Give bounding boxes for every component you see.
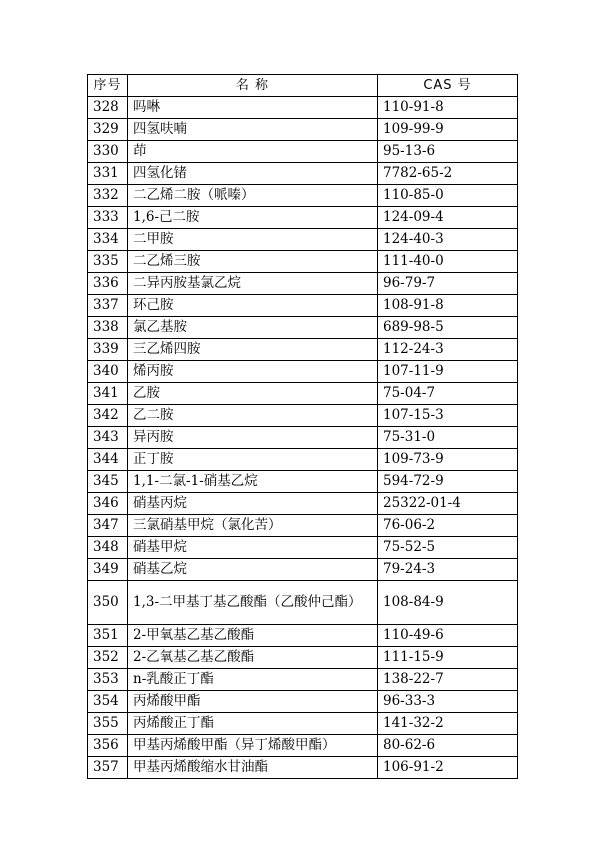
- header-name: 名 称: [128, 75, 378, 97]
- row-number: 337: [88, 295, 128, 317]
- table-row: [88, 647, 518, 669]
- cas-number: 96-33-3: [378, 691, 518, 713]
- row-number: 344: [88, 449, 128, 471]
- row-number: 338: [88, 317, 128, 339]
- cas-number: 110-91-8: [378, 97, 518, 119]
- cas-number: 79-24-3: [378, 559, 518, 581]
- chemical-name: 三乙烯四胺: [128, 339, 378, 361]
- cas-number: 109-99-9: [378, 119, 518, 141]
- table-row: [88, 669, 518, 691]
- chemical-name: 丙烯酸甲酯: [128, 691, 378, 713]
- cas-number: 108-84-9: [378, 581, 518, 625]
- table-row: [88, 537, 518, 559]
- chemical-name: 茚: [128, 141, 378, 163]
- row-number: 335: [88, 251, 128, 273]
- row-number: 349: [88, 559, 128, 581]
- cas-number: 111-15-9: [378, 647, 518, 669]
- table-row: [88, 317, 518, 339]
- chemical-name: 四氢呋喃: [128, 119, 378, 141]
- row-number: 333: [88, 207, 128, 229]
- chemical-name: 甲基丙烯酸缩水甘油酯: [128, 757, 378, 779]
- table-row: [88, 185, 518, 207]
- row-number: 334: [88, 229, 128, 251]
- row-number: 347: [88, 515, 128, 537]
- chemical-name: 1,3-二甲基丁基乙酸酯（乙酸仲己酯）: [128, 581, 378, 625]
- table-row: [88, 691, 518, 713]
- cas-number: 111-40-0: [378, 251, 518, 273]
- cas-number: 108-91-8: [378, 295, 518, 317]
- table-row: [88, 273, 518, 295]
- row-number: 355: [88, 713, 128, 735]
- table-row: [88, 295, 518, 317]
- table-row: [88, 361, 518, 383]
- row-number: 350: [88, 581, 128, 625]
- cas-number: 124-40-3: [378, 229, 518, 251]
- chemical-name: 二乙烯三胺: [128, 251, 378, 273]
- row-number: 330: [88, 141, 128, 163]
- chemical-name: 硝基乙烷: [128, 559, 378, 581]
- row-number: 351: [88, 625, 128, 647]
- chemical-name: 烯丙胺: [128, 361, 378, 383]
- row-number: 356: [88, 735, 128, 757]
- row-number: 340: [88, 361, 128, 383]
- chemical-name: 2-乙氧基乙基乙酸酯: [128, 647, 378, 669]
- chemical-name: 氯乙基胺: [128, 317, 378, 339]
- table-row: [88, 97, 518, 119]
- row-number: 342: [88, 405, 128, 427]
- cas-number: 75-04-7: [378, 383, 518, 405]
- cas-number: 107-15-3: [378, 405, 518, 427]
- table-row: [88, 515, 518, 537]
- table-row: [88, 427, 518, 449]
- chemical-name: 环己胺: [128, 295, 378, 317]
- cas-number: 95-13-6: [378, 141, 518, 163]
- cas-number: 138-22-7: [378, 669, 518, 691]
- cas-number: 75-31-0: [378, 427, 518, 449]
- cas-number: 124-09-4: [378, 207, 518, 229]
- cas-number: 109-73-9: [378, 449, 518, 471]
- table-header-row: [88, 75, 518, 97]
- chemical-name: 异丙胺: [128, 427, 378, 449]
- chemical-name: 硝基丙烷: [128, 493, 378, 515]
- table-row: [88, 757, 518, 779]
- row-number: 348: [88, 537, 128, 559]
- row-number: 341: [88, 383, 128, 405]
- chemical-name: 2-甲氧基乙基乙酸酯: [128, 625, 378, 647]
- table-row: [88, 449, 518, 471]
- cas-number: 80-62-6: [378, 735, 518, 757]
- table-body: [88, 97, 518, 779]
- chemical-name: 1,1-二氯-1-硝基乙烷: [128, 471, 378, 493]
- cas-number: 110-85-0: [378, 185, 518, 207]
- row-number: 357: [88, 757, 128, 779]
- cas-number: 689-98-5: [378, 317, 518, 339]
- chemical-name: 1,6-己二胺: [128, 207, 378, 229]
- chemical-name: 三氯硝基甲烷（氯化苦）: [128, 515, 378, 537]
- chemical-name: 二甲胺: [128, 229, 378, 251]
- table-row: [88, 163, 518, 185]
- row-number: 329: [88, 119, 128, 141]
- table-row: [88, 471, 518, 493]
- table-row: [88, 119, 518, 141]
- chemical-name: 乙胺: [128, 383, 378, 405]
- cas-number: 96-79-7: [378, 273, 518, 295]
- row-number: 343: [88, 427, 128, 449]
- table-row: [88, 559, 518, 581]
- cas-number: 594-72-9: [378, 471, 518, 493]
- row-number: 332: [88, 185, 128, 207]
- table-row: [88, 581, 518, 625]
- row-number: 352: [88, 647, 128, 669]
- table-row: [88, 405, 518, 427]
- table-row: [88, 383, 518, 405]
- cas-number: 112-24-3: [378, 339, 518, 361]
- row-number: 331: [88, 163, 128, 185]
- table-row: [88, 735, 518, 757]
- chemical-name: 乙二胺: [128, 405, 378, 427]
- table-row: [88, 141, 518, 163]
- table-row: [88, 713, 518, 735]
- table-row: [88, 339, 518, 361]
- cas-number: 76-06-2: [378, 515, 518, 537]
- chemical-name: 吗啉: [128, 97, 378, 119]
- table-row: [88, 493, 518, 515]
- cas-number: 110-49-6: [378, 625, 518, 647]
- table-row: [88, 229, 518, 251]
- chemical-name: n-乳酸正丁酯: [128, 669, 378, 691]
- chemical-name: 正丁胺: [128, 449, 378, 471]
- cas-number: 25322-01-4: [378, 493, 518, 515]
- chemical-name: 甲基丙烯酸甲酯（异丁烯酸甲酯）: [128, 735, 378, 757]
- row-number: 346: [88, 493, 128, 515]
- chemical-name: 二乙烯二胺（哌嗪）: [128, 185, 378, 207]
- cas-number: 141-32-2: [378, 713, 518, 735]
- cas-number: 75-52-5: [378, 537, 518, 559]
- row-number: 354: [88, 691, 128, 713]
- chemical-name: 丙烯酸正丁酯: [128, 713, 378, 735]
- row-number: 336: [88, 273, 128, 295]
- header-number: 序号: [88, 75, 128, 97]
- cas-number: 106-91-2: [378, 757, 518, 779]
- header-cas: CAS 号: [378, 75, 518, 97]
- cas-number: 107-11-9: [378, 361, 518, 383]
- chemical-name: 硝基甲烷: [128, 537, 378, 559]
- cas-number: 7782-65-2: [378, 163, 518, 185]
- chemical-name: 四氢化锗: [128, 163, 378, 185]
- table-row: [88, 625, 518, 647]
- row-number: 339: [88, 339, 128, 361]
- table-row: [88, 207, 518, 229]
- row-number: 328: [88, 97, 128, 119]
- row-number: 345: [88, 471, 128, 493]
- chemical-cas-table: [87, 74, 518, 779]
- chemical-name: 二异丙胺基氯乙烷: [128, 273, 378, 295]
- table-row: [88, 251, 518, 273]
- row-number: 353: [88, 669, 128, 691]
